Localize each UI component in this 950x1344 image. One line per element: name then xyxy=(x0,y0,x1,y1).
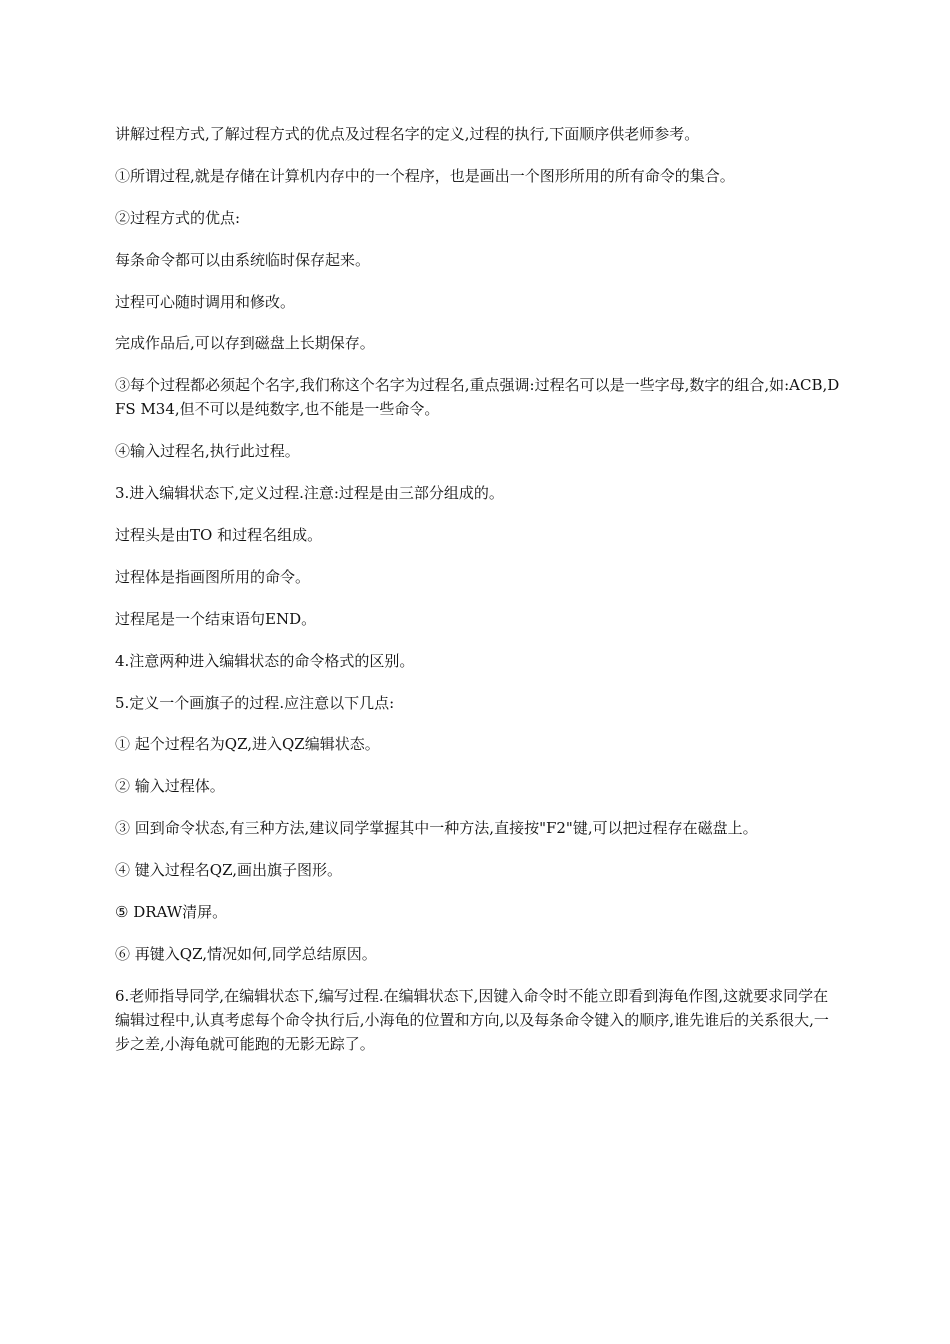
paragraph-flag-6: ⑥ 再键入QZ,情况如何,同学总结原因。 xyxy=(115,944,377,963)
paragraph-intro: 讲解过程方式,了解过程方式的优点及过程名字的定义,过程的执行,下面顺序供老师参考。 xyxy=(115,125,700,143)
paragraph-step-3: 3.进入编辑状态下,定义过程.注意:过程是由三部分组成的。 xyxy=(115,484,504,503)
paragraph-flag-1: ① 起个过程名为QZ,进入QZ编辑状态。 xyxy=(115,735,380,754)
paragraph-procedure-body: 过程体是指画图所用的命令。 xyxy=(115,567,311,586)
document-body xyxy=(115,122,840,1074)
paragraph-flag-5: ⑤ DRAW清屏。 xyxy=(115,903,228,922)
paragraph-execute: ④输入过程名,执行此过程。 xyxy=(115,442,300,461)
paragraph-step-5: 5.定义一个画旗子的过程.应注意以下几点: xyxy=(115,693,395,712)
paragraph-advantage-3: 完成作品后,可以存到磁盘上长期保存。 xyxy=(115,334,375,353)
paragraph-procedure-end: 过程尾是一个结束语句END。 xyxy=(115,609,317,628)
paragraph-definition: ①所谓过程,就是存储在计算机内存中的一个程序，也是画出一个图形所用的所有命令的集合。 xyxy=(115,166,735,185)
paragraph-procedure-head: 过程头是由TO 和过程名组成。 xyxy=(115,526,323,545)
paragraph-flag-4: ④ 键入过程名QZ,画出旗子图形。 xyxy=(115,861,342,880)
paragraph-flag-3: ③ 回到命令状态,有三种方法,建议同学掌握其中一种方法,直接按"F2"键,可以把过程存在磁盘上。 xyxy=(115,819,758,838)
paragraph-advantage-1: 每条命令都可以由系统临时保存起来。 xyxy=(115,250,371,269)
paragraph-procedure-name: ③每个过程都必须起个名字,我们称这个名字为过程名,重点强调:过程名可以是一些字母,数字的组合,如:ACB,DFS M34,但不可以是纯数字,也不能是一些命令。 xyxy=(115,376,840,419)
paragraph-step-6: 6.老师指导同学,在编辑状态下,编写过程.在编辑状态下,因键入命令时不能立即看到海龟作图,这就要求同学在编辑过程中,认真考虑每个命令执行后,小海龟的位置和方向,以及每条命令键入的顺序,谁先谁后的关系很大,一步之差,小海龟就可能跑的无影无踪了。 xyxy=(115,986,829,1053)
paragraph-advantage-2: 过程可心随时调用和修改。 xyxy=(115,292,296,311)
paragraph-step-4: 4.注意两种进入编辑状态的命令格式的区别。 xyxy=(115,651,415,670)
paragraph-advantages-heading: ②过程方式的优点: xyxy=(115,208,241,227)
paragraph-flag-2: ② 输入过程体。 xyxy=(115,777,225,796)
